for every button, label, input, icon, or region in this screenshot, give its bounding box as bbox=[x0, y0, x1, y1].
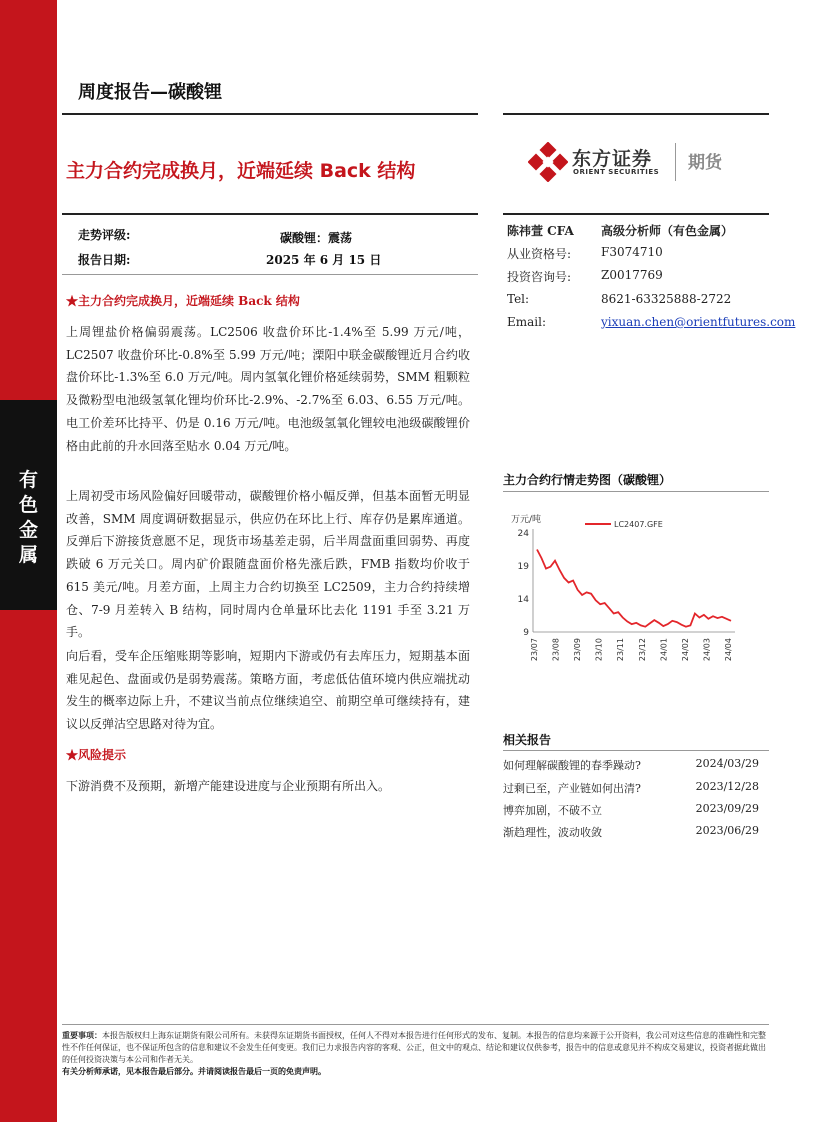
y-tick-label: 9 bbox=[523, 628, 529, 638]
section-title-summary: ★主力合约完成换月，近端延续 Back 结构 bbox=[66, 294, 300, 308]
x-tick-label: 23/10 bbox=[594, 638, 604, 662]
related-report-item[interactable]: 过剩已至，产业链如何出清? 2023/12/28 bbox=[503, 780, 759, 795]
rating-label: 走势评级: bbox=[78, 228, 131, 242]
sector-label: 有 色 金 属 bbox=[18, 469, 38, 566]
brand-sub: 期货 bbox=[688, 153, 722, 173]
report-date: 2025 年 6 月 15 日 bbox=[266, 253, 382, 267]
report-type: 周度报告—碳酸锂 bbox=[78, 82, 222, 103]
x-tick-label: 23/08 bbox=[551, 638, 561, 662]
divider bbox=[62, 274, 478, 275]
disclaimer bbox=[62, 1029, 772, 1066]
divider bbox=[62, 213, 478, 215]
rating-value: 碳酸锂：震荡 bbox=[280, 231, 353, 245]
x-tick-label: 23/09 bbox=[573, 638, 583, 662]
series-line bbox=[537, 550, 731, 627]
divider bbox=[62, 1024, 769, 1025]
orient-logo-icon bbox=[528, 142, 568, 182]
divider bbox=[503, 213, 769, 215]
page-title: 主力合约完成换月，近端延续 Back 结构 bbox=[66, 160, 416, 182]
brand-name-en: ORIENT SECURITIES bbox=[573, 168, 660, 176]
x-tick-label: 23/11 bbox=[616, 638, 626, 662]
related-report-item[interactable]: 博弈加剧，不破不立 2023/09/29 bbox=[503, 802, 759, 817]
left-red-band-top bbox=[0, 0, 57, 400]
divider bbox=[503, 750, 769, 751]
email-link[interactable]: yixuan.chen@orientfutures.com bbox=[601, 315, 796, 329]
y-tick-label: 24 bbox=[517, 529, 529, 539]
y-tick-label: 14 bbox=[517, 595, 529, 605]
related-reports-title: 相关报告 bbox=[503, 733, 552, 747]
related-report-item[interactable]: 如何理解碳酸锂的春季躁动? 2024/03/29 bbox=[503, 757, 759, 772]
y-tick-label: 19 bbox=[517, 562, 529, 572]
section-title-risk: ★风险提示 bbox=[66, 748, 127, 762]
date-label: 报告日期: bbox=[78, 253, 131, 267]
analyst-name: 陈祎萱 CFA bbox=[507, 224, 574, 238]
divider bbox=[503, 491, 769, 492]
paragraph-price: 上周锂盐价格偏弱震荡。LC2506 收盘价环比-1.4%至 5.99 万元/吨，LC2507 收盘价环比-0.8%至 5.99 万元/吨；溧阳中联金碳酸锂近月合约收盘价环比-1.3%至 6.0 万元/吨。周内氢氧化锂价格延续弱势，SMM 粗颗粒及微粉型电池级氢氧化锂均价环比-2.9%、-2.7%至 6.03、6.55 万元/吨。电工价差环比持平、仍是 0.16 万元/吨。电池级氢氧化锂较电池级碳酸锂价格由此前的升水回落至贴水 0.04 万元/吨。 bbox=[66, 325, 470, 453]
x-tick-label: 23/07 bbox=[530, 638, 539, 662]
chart-title: 主力合约行情走势图（碳酸锂） bbox=[503, 473, 672, 487]
related-report-item[interactable]: 渐趋理性，波动收敛 2023/06/29 bbox=[503, 824, 759, 839]
legend-label: LC2407.GFE bbox=[614, 520, 663, 529]
divider bbox=[503, 113, 769, 115]
divider bbox=[62, 113, 478, 115]
disclaimer-text: 本报告版权归上海东证期货有限公司所有。未获得东证期货书面授权，任何人不得对本报告进行任何形式的发布、复制。本报告的信息均来源于公开资料，我公司对这些信息的准确性和完整性不作任何保证，也不保证所包含的信息和建议不会发生任何变更。我们已力求报告内容的客观、公正，但文中的观点、结论和建议仅供参考，报告中的信息或意见并不构成交易建议，投资者据此做出的任何投资决策与本公司和作者无关。 bbox=[62, 1031, 766, 1064]
logo-divider bbox=[675, 143, 676, 181]
x-tick-label: 24/01 bbox=[659, 638, 669, 662]
x-tick-label: 24/02 bbox=[680, 638, 690, 662]
left-red-band-bottom bbox=[0, 610, 57, 1122]
x-tick-label: 24/04 bbox=[724, 638, 733, 662]
brand-name-cn: 东方证券 bbox=[572, 148, 653, 170]
paragraph-market: 上周初受市场风险偏好回暖带动，碳酸锂价格小幅反弹，但基本面暂无明显改善，SMM 周度调研数据显示，供应仍在环比上行、库存仍是累库通道。反弹后下游接货意愿不足，现货市场基差走弱，后半周盘面重回弱势、再度跌破 6 万元关口。周内矿价跟随盘面价格先涨后跌，FMB 指数均价收于 615 美元/吨。月差方面，上周主力合约切换至 LC2509，主力合约持续增仓、7-9 月差转入 B 结构，同时周内仓单量环比去化 1191 手至 3.21 万手。 bbox=[66, 489, 470, 640]
price-chart bbox=[503, 505, 753, 685]
disclaimer-label: 重要事项： bbox=[62, 1030, 102, 1040]
analyst-title: 高级分析师（有色金属） bbox=[601, 224, 734, 238]
company-logo bbox=[528, 140, 768, 184]
paragraph-risk: 下游消费不及预期，新增产能建设进度与企业预期有所出入。 bbox=[66, 779, 391, 793]
y-axis-label: 万元/吨 bbox=[511, 515, 542, 525]
paragraph-outlook: 向后看，受车企压缩账期等影响，短期内下游或仍有去库压力，短期基本面难见起色、盘面或仍是弱势震荡。策略方面，考虑低估值环境内供应端扰动发生的概率边际上升，不建议当前点位继续追空、前期空单可继续持有，建议以反弹沽空思路对待为宜。 bbox=[66, 649, 470, 732]
analyst-promise: 有关分析师承诺，见本报告最后部分。并请阅读报告最后一页的免责声明。 bbox=[62, 1066, 326, 1076]
x-tick-label: 23/12 bbox=[637, 638, 647, 662]
x-tick-label: 24/03 bbox=[702, 638, 712, 662]
